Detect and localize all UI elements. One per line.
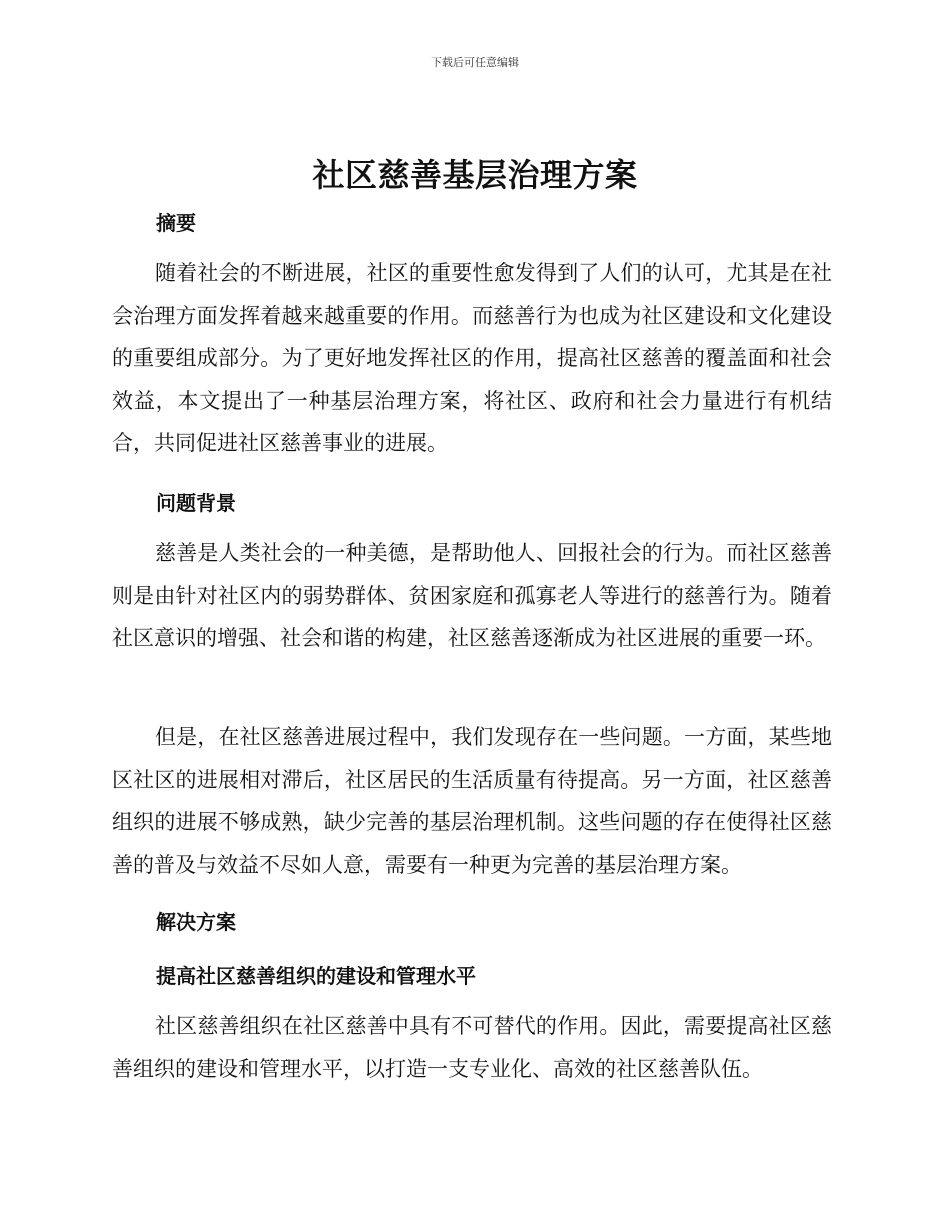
heading-solution-sub1: 提高社区慈善组织的建设和管理水平 [156, 964, 476, 988]
paragraph-background-2: 但是，在社区慈善进展过程中，我们发现存在一些问题。一方面，某些地区社区的进展相对滞后，社区居民的生活质量有待提高。另一方面，社区慈善组织的进展不够成熟，缺少完善的基层治理机制。这些问题的存在使得社区慈善的普及与效益不尽如人意，需要有一种更为完善的基层治理方案。 [112, 725, 832, 877]
heading-abstract: 摘要 [156, 211, 196, 235]
paragraph-solution-sub1: 社区慈善组织在社区慈善中具有不可替代的作用。因此，需要提高社区慈善组织的建设和管理水平，以打造一支专业化、高效的社区慈善队伍。 [112, 1014, 832, 1081]
header-note: 下载后可任意编辑 [431, 56, 519, 69]
heading-background: 问题背景 [156, 491, 236, 515]
heading-solution: 解决方案 [156, 910, 236, 934]
paragraph-background-1: 慈善是人类社会的一种美德，是帮助他人、回报社会的行为。而社区慈善则是由针对社区内的弱势群体、贫困家庭和孤寡老人等进行的慈善行为。随着社区意识的增强、社会和谐的构建，社区慈善逐渐成为社区进展的重要一环。 [112, 541, 832, 650]
paragraph-abstract: 随着社会的不断进展，社区的重要性愈发得到了人们的认可，尤其是在社会治理方面发挥着越来越重要的作用。而慈善行为也成为社区建设和文化建设的重要组成部分。为了更好地发挥社区的作用，提高社区慈善的覆盖面和社会效益，本文提出了一种基层治理方案，将社区、政府和社会力量进行有机结合，共同促进社区慈善事业的进展。 [112, 261, 832, 455]
document-title: 社区慈善基层治理方案 [312, 156, 638, 194]
